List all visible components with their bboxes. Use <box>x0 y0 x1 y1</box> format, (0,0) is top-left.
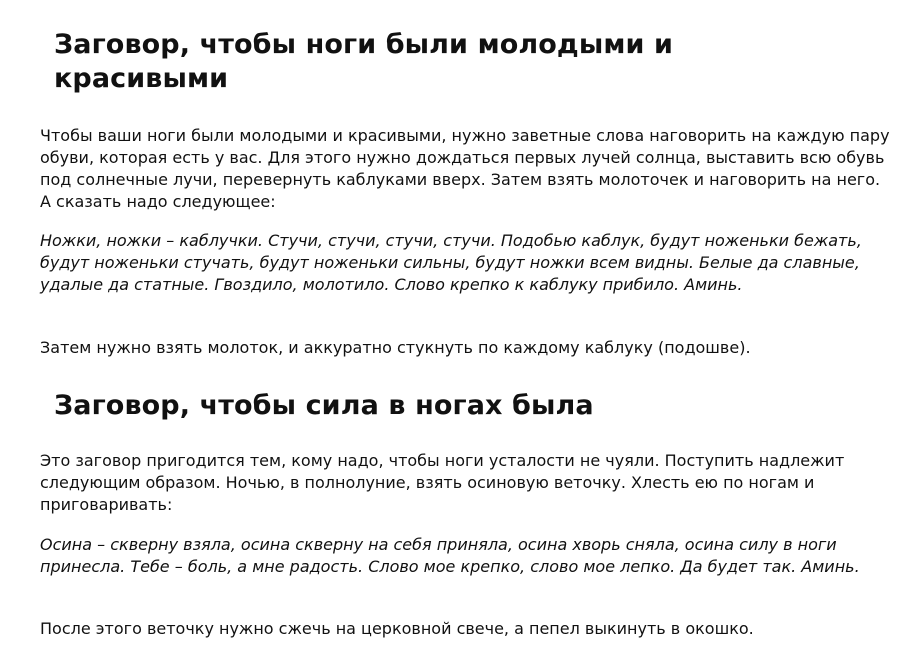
section2-intro-paragraph: Это заговор пригодится тем, кому надо, чтобы ноги усталости не чуяли. Поступить надлежит следующим образом. Ночью, в полнолуние, взять осиновую веточку. Хлесть ею по ногам и приговаривать: <box>40 451 845 514</box>
section1-spell-text: Ножки, ножки – каблучки. Стучи, стучи, стучи, стучи. Подобью каблук, будут ноженьки бежать, будут ноженьки стучать, будут ноженьки сильны, будут ножки всем видны. Белые да славные, удалые да статные. Гвоздило, молотило. Слово крепко к каблуку прибило. Аминь. <box>40 231 862 294</box>
section1-outro-paragraph: Затем нужно взять молоток, и аккуратно стукнуть по каждому каблуку (подошве). <box>40 338 751 357</box>
section-heading-strength-in-legs: Заговор, чтобы сила в ногах была <box>54 390 594 421</box>
section2-outro-paragraph: После этого веточку нужно сжечь на церковной свече, а пепел выкинуть в окошко. <box>40 619 754 638</box>
section1-intro-paragraph: Чтобы ваши ноги были молодыми и красивыми, нужно заветные слова наговорить на каждую пару обуви, которая есть у вас. Для этого нужно дождаться первых лучей солнца, выставить всю обувь под солнечные лучи, перевернуть каблуками вверх. Затем взять молоточек и наговорить на него. А сказать надо следующее: <box>40 126 890 211</box>
section2-spell-text: Осина – скверну взяла, осина скверну на себя приняла, осина хворь сняла, осина силу в ноги принесла. Тебе – боль, а мне радость. Слово мое крепко, слово мое лепко. Да будет так. Аминь. <box>40 535 860 576</box>
section-heading-legs-young-beautiful: Заговор, чтобы ноги были молодыми и красивыми <box>54 29 674 94</box>
